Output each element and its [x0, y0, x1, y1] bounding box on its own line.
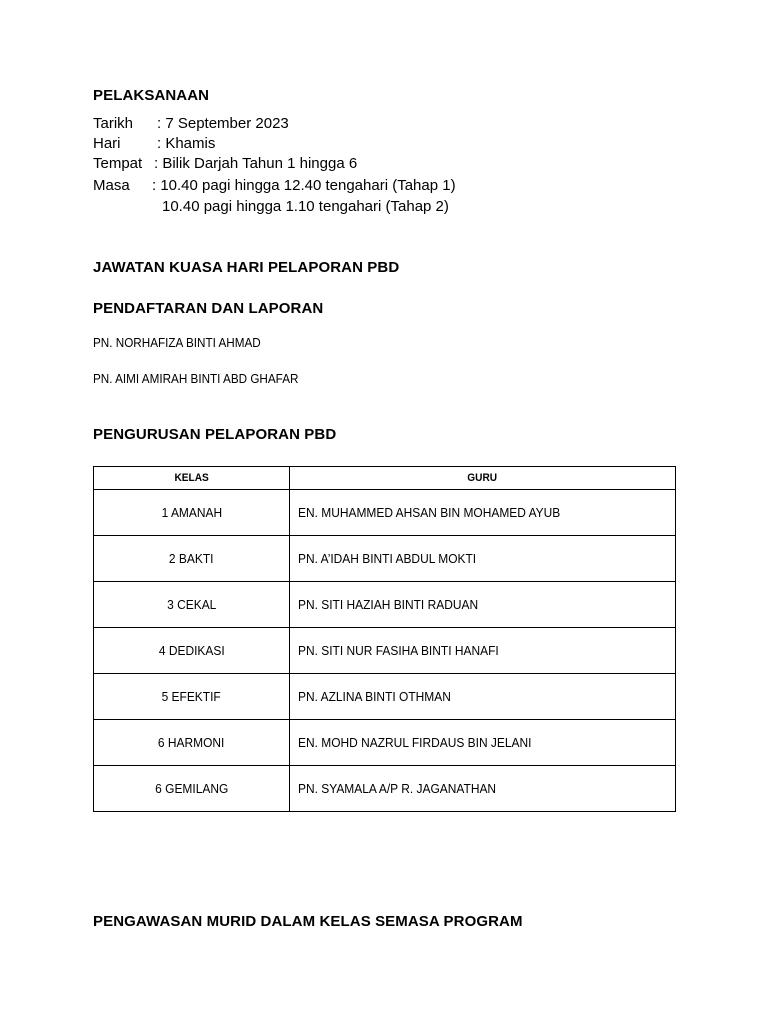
kelas-cell: 1 AMANAH: [94, 490, 290, 536]
pengurusan-table: [93, 466, 676, 812]
pengawasan-heading: PENGAWASAN MURID DALAM KELAS SEMASA PROGRAM: [93, 913, 523, 930]
table-row: [94, 536, 676, 582]
guru-cell: EN. MOHD NAZRUL FIRDAUS BIN JELANI: [290, 720, 676, 766]
table-row: [94, 490, 676, 536]
kelas-cell: 4 DEDIKASI: [94, 628, 290, 674]
kelas-cell: 2 BAKTI: [94, 536, 290, 582]
kelas-cell: 3 CEKAL: [94, 582, 290, 628]
kelas-cell: 6 HARMONI: [94, 720, 290, 766]
pendaftaran-heading: PENDAFTARAN DAN LAPORAN: [93, 300, 324, 317]
masa-value-line2: 10.40 pagi hingga 1.10 tengahari (Tahap 2): [162, 198, 449, 215]
tarikh-value: : 7 September 2023: [157, 115, 289, 132]
hari-value: : Khamis: [157, 135, 216, 152]
guru-header: GURU: [290, 467, 676, 490]
table-row: [94, 766, 676, 812]
hari-label: Hari: [93, 135, 121, 152]
tarikh-label: Tarikh: [93, 115, 134, 132]
tempat-label: Tempat: [93, 155, 143, 172]
kelas-cell: 6 GEMILANG: [94, 766, 290, 812]
pengurusan-heading: PENGURUSAN PELAPORAN PBD: [93, 426, 337, 443]
guru-cell: EN. MUHAMMED AHSAN BIN MOHAMED AYUB: [290, 490, 676, 536]
tempat-value: : Bilik Darjah Tahun 1 hingga 6: [154, 155, 358, 172]
kelas-header: KELAS: [94, 467, 290, 490]
guru-cell: PN. A’IDAH BINTI ABDUL MOKTI: [290, 536, 676, 582]
table-row: [94, 628, 676, 674]
pendaftaran-name-1: PN. NORHAFIZA BINTI AHMAD: [93, 335, 261, 350]
table-header-row: [94, 467, 676, 490]
masa-label: Masa: [93, 177, 130, 194]
guru-cell: PN. SITI NUR FASIHA BINTI HANAFI: [290, 628, 676, 674]
pelaksanaan-heading: PELAKSANAAN: [93, 87, 210, 104]
kelas-cell: 5 EFEKTIF: [94, 674, 290, 720]
table-row: [94, 720, 676, 766]
table-row: [94, 674, 676, 720]
guru-cell: PN. SYAMALA A/P R. JAGANATHAN: [290, 766, 676, 812]
jawatan-kuasa-heading: JAWATAN KUASA HARI PELAPORAN PBD: [93, 259, 400, 276]
masa-value: : 10.40 pagi hingga 12.40 tengahari (Tahap 1): [152, 177, 456, 194]
guru-cell: PN. SITI HAZIAH BINTI RADUAN: [290, 582, 676, 628]
table-row: [94, 582, 676, 628]
pelaksanaan-info: [93, 115, 693, 225]
guru-cell: PN. AZLINA BINTI OTHMAN: [290, 674, 676, 720]
pendaftaran-name-2: PN. AIMI AMIRAH BINTI ABD GHAFAR: [93, 371, 299, 386]
